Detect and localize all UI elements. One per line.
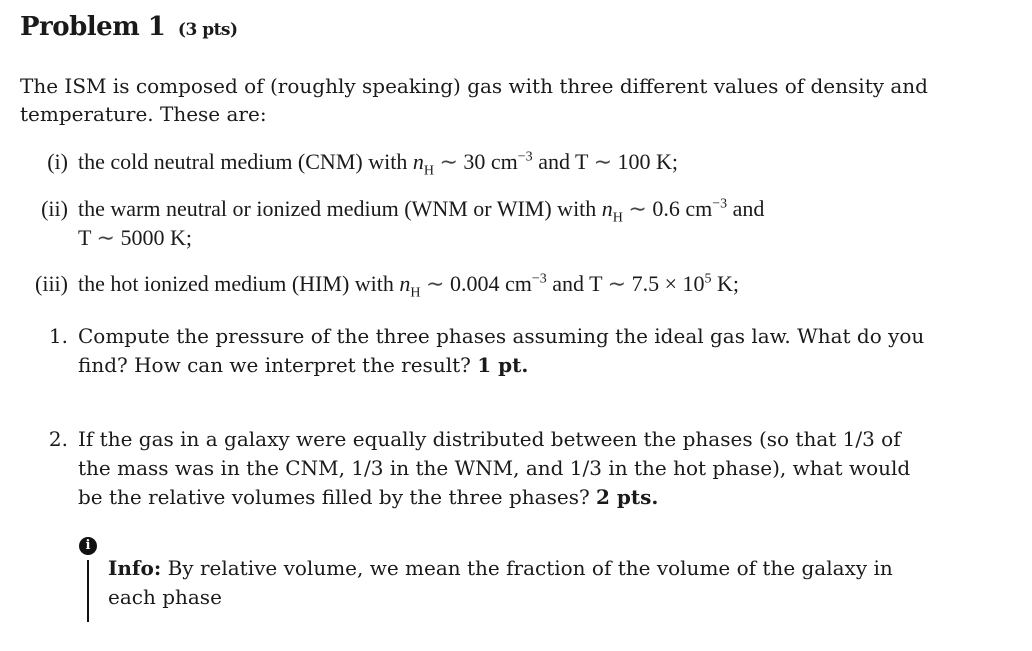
density-value: 0.004 cm <box>449 271 532 296</box>
sim-symbol: ∼ <box>439 149 458 174</box>
task-text <box>78 425 928 512</box>
temperature-unit: K; <box>711 271 740 296</box>
info-label: Info: <box>108 556 162 580</box>
task-number: 1. <box>48 324 68 348</box>
sim-symbol: ∼ <box>628 196 647 221</box>
phase-lead: the hot ionized medium (HIM) with <box>78 271 400 296</box>
density-symbol: n <box>412 149 424 174</box>
task-question: Compute the pressure of the three phases assuming the ideal gas law. What do you find? How can we interpret the result? <box>78 324 925 377</box>
phase-lead: the warm neutral or ionized medium (WNM or WIM) with <box>78 196 602 221</box>
phase-lead: the cold neutral medium (CNM) with <box>78 149 413 174</box>
sim-symbol: ∼ <box>426 271 445 296</box>
phase-number: (iii) <box>35 271 68 296</box>
temperature-label: and T <box>552 271 603 296</box>
info-icon: i <box>79 537 97 555</box>
phase-text: the warm neutral or ionized medium (WNM or WIM) with $n_H$ ∼ 0.6 $cm^{-3}$ and T ∼ 5000 K; <box>78 196 765 250</box>
density-exponent: −3 <box>517 149 533 165</box>
density-symbol: n <box>601 196 613 221</box>
problem-title <box>20 12 238 42</box>
density-subscript: H <box>410 285 421 301</box>
phase-number: (ii) <box>41 196 68 221</box>
sim-symbol: ∼ <box>96 225 115 250</box>
phase-text <box>78 269 926 301</box>
density-symbol: n <box>399 271 411 296</box>
density-exponent: −3 <box>531 271 547 287</box>
phase-text <box>78 147 926 179</box>
problem-heading: Problem 1 <box>20 12 166 42</box>
problem-points: (3 pts) <box>177 20 238 40</box>
task-points: 1 pt. <box>477 353 529 377</box>
temperature-label: T <box>78 225 92 250</box>
density-subscript: H <box>612 210 623 226</box>
task-number: 2. <box>48 427 68 451</box>
phase-number: (i) <box>47 149 68 174</box>
temperature-label: and T <box>538 149 589 174</box>
task-question: If the gas in a galaxy were equally distributed between the phases (so that 1/3 of the mass was in the CNM, 1/3 in the WNM, and 1/3 in the hot phase), what would be the relative volumes filled by the three phases? <box>78 427 911 509</box>
info-callout <box>108 554 928 612</box>
density-value: 0.6 cm <box>652 196 713 221</box>
task-text <box>78 322 928 380</box>
temperature-value: 100 K; <box>617 149 679 174</box>
task-points: 2 pts. <box>596 485 659 509</box>
density-exponent: −3 <box>712 196 728 212</box>
density-value: 30 cm <box>463 149 518 174</box>
temperature-exponent: 5 <box>704 271 712 287</box>
intro-paragraph: The ISM is composed of (roughly speaking) gas with three different values of density and temperature. These are: <box>20 74 928 126</box>
temperature-value: 5000 K; <box>120 225 192 250</box>
info-text: By relative volume, we mean the fraction of the volume of the galaxy in each phase <box>108 556 893 609</box>
temperature-mantissa: 7.5 × 10 <box>631 271 705 296</box>
sim-symbol: ∼ <box>607 271 627 296</box>
sim-symbol: ∼ <box>593 149 613 174</box>
info-callout-rule <box>87 560 89 622</box>
density-subscript: H <box>423 163 434 179</box>
